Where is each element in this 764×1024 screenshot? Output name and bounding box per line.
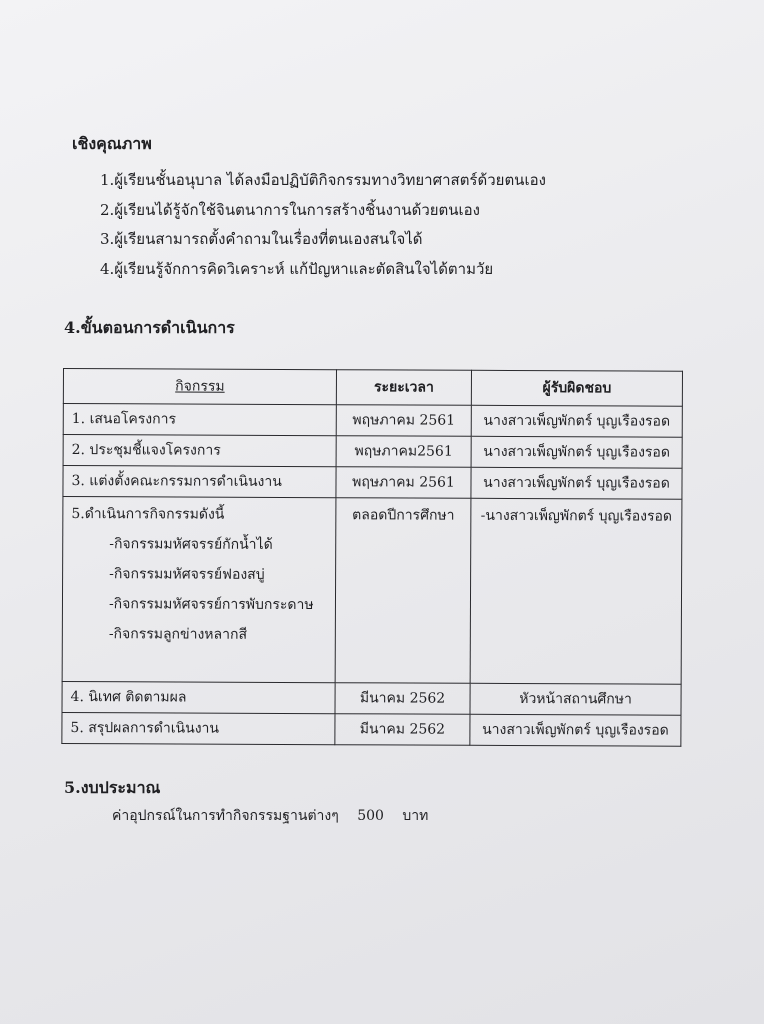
owner-cell: หัวหน้าสถานศึกษา [470, 683, 681, 715]
owner-cell: -นางสาวเพ็ญพักตร์ บุญเรืองรอด [470, 498, 682, 684]
subactivity-item: -กิจกรรมลูกข่างหลากสี [108, 626, 248, 643]
activity-cell: 1. เสนอโครงการ [63, 404, 336, 436]
owner-cell: นางสาวเพ็ญพักตร์ บุญเรืองรอด [471, 436, 682, 468]
budget-line [112, 805, 442, 827]
period-cell: มีนาคม 2562 [335, 714, 470, 746]
budget-description: ค่าอุปกรณ์ในการทำกิจกรรมฐานต่างๆ [112, 808, 339, 824]
activity-cell: 3. แต่งตั้งคณะกรรมการดำเนินงาน [63, 466, 336, 498]
activity-cell [62, 497, 336, 683]
procedure-heading: 4.ขั้นตอนการดำเนินการ [64, 318, 235, 337]
quality-item-4: 4.ผู้เรียนรู้จักการคิดวิเคราะห์ แก้ปัญหาและตัดสินใจได้ตามวัย [100, 260, 494, 278]
budget-heading: 5.งบประมาณ [64, 778, 161, 797]
table-header-row [63, 369, 682, 407]
procedure-table [61, 368, 683, 747]
subactivity-item: -กิจกรรมมหัศจรรย์การพับกระดาษ [108, 596, 314, 614]
main-activity-label: 5.ดำเนินการกิจกรรมดังนี้ [71, 506, 225, 523]
quality-item-1: 1.ผู้เรียนชั้นอนุบาล ได้ลงมือปฏิบัติกิจกรรมทางวิทยาศาสตร์ด้วยตนเอง [100, 171, 546, 189]
subactivity-item: -กิจกรรมมหัศจรรย์กักน้ำได้ [109, 536, 273, 553]
subactivity-item: -กิจกรรมมหัศจรรย์ฟองสบู่ [109, 566, 265, 583]
table-row [63, 435, 682, 469]
quality-heading: เชิงคุณภาพ [72, 134, 152, 153]
column-header-activity: กิจกรรม [63, 369, 336, 405]
owner-cell: นางสาวเพ็ญพักตร์ บุญเรืองรอด [471, 467, 682, 499]
table-row-main-activities [62, 497, 682, 685]
column-header-period: ระยะเวลา [336, 370, 471, 406]
owner-cell: นางสาวเพ็ญพักตร์ บุญเรืองรอด [471, 405, 682, 437]
owner-cell: นางสาวเพ็ญพักตร์ บุญเรืองรอด [470, 714, 681, 746]
period-cell: ตลอดปีการศึกษา [335, 498, 471, 684]
period-cell: มีนาคม 2562 [335, 683, 470, 715]
table-row [63, 404, 682, 438]
activity-cell: 2. ประชุมชี้แจงโครงการ [63, 435, 336, 467]
activity-cell: 4. นิเทศ ติดตามผล [62, 681, 335, 713]
activity-cell: 5. สรุปผลการดำเนินงาน [62, 712, 335, 744]
column-header-owner: ผู้รับผิดชอบ [471, 370, 682, 406]
table-row [62, 712, 681, 746]
period-cell: พฤษภาคม 2561 [336, 467, 471, 499]
period-cell: พฤษภาคม 2561 [336, 405, 471, 437]
quality-item-2: 2.ผู้เรียนได้รู้จักใช้จินตนาการในการสร้างชิ้นงานด้วยตนเอง [100, 201, 481, 219]
table-row [62, 681, 681, 715]
table-row [63, 466, 682, 500]
budget-amount: 500 [357, 808, 384, 824]
quality-item-3: 3.ผู้เรียนสามารถตั้งคำถามในเรื่องที่ตนเองสนใจได้ [100, 230, 423, 248]
period-cell: พฤษภาคม2561 [336, 436, 471, 468]
budget-unit: บาท [402, 808, 429, 824]
